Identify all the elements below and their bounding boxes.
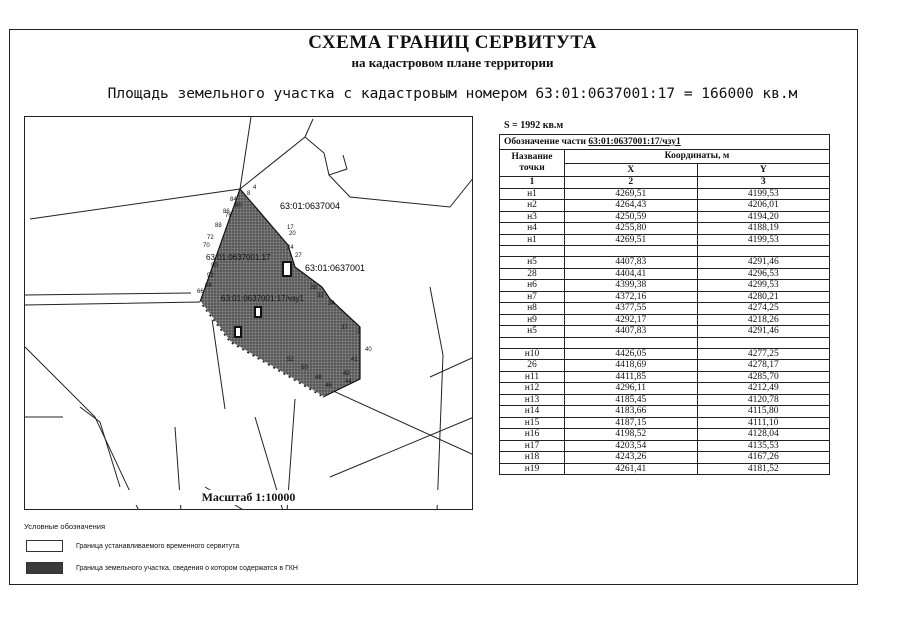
table-row (500, 188, 830, 200)
point-label: 76 (225, 213, 232, 219)
x-cell: 4185,45 (565, 394, 698, 406)
x-cell: 4243,26 (565, 452, 698, 464)
x-cell: 4418,69 (565, 360, 698, 372)
table-row (500, 348, 830, 360)
x-cell: 4404,41 (565, 268, 698, 280)
y-cell: 4115,80 (697, 406, 830, 418)
y-cell: 4278,17 (697, 360, 830, 372)
y-cell: 4135,53 (697, 440, 830, 452)
legend-label-parcel: Граница земельного участка, сведения о котором содержатся в ГКН (76, 565, 298, 572)
x-cell: 4264,43 (565, 200, 698, 212)
point-name-cell: н5 (500, 326, 565, 338)
point-name-cell: н10 (500, 348, 565, 360)
y-cell: 4120,78 (697, 394, 830, 406)
point-label: 27 (295, 253, 302, 259)
point-label: 52 (287, 357, 294, 363)
point-label: 48 (315, 375, 322, 381)
x-cell: 4411,85 (565, 371, 698, 383)
x-cell: 4407,83 (565, 257, 698, 269)
table-row (500, 326, 830, 338)
col-num-3: 3 (697, 177, 830, 189)
x-cell: 4399,38 (565, 280, 698, 292)
page-subtitle: на кадастровом плане территории (351, 55, 554, 70)
point-name-cell: н3 (500, 211, 565, 223)
point-label: 32 (317, 293, 324, 299)
point-label: 4 (253, 185, 257, 191)
table-caption: Обозначение части 63:01:0637001:17/чзу1 (500, 135, 830, 150)
table-row (500, 211, 830, 223)
y-cell: 4291,46 (697, 326, 830, 338)
point-name-cell: н11 (500, 371, 565, 383)
y-cell: 4167,26 (697, 452, 830, 464)
point-name-cell: н9 (500, 314, 565, 326)
y-cell: 4188,19 (697, 223, 830, 235)
point-name-cell: н4 (500, 223, 565, 235)
x-cell: 4255,80 (565, 223, 698, 235)
point-label: 90 (211, 263, 218, 269)
map-drawing (25, 117, 473, 510)
point-name-cell: 28 (500, 268, 565, 280)
point-label: 72 (207, 235, 214, 241)
parcel-area (200, 189, 360, 397)
point-label: 66 (197, 289, 204, 295)
col-coordinates: Координаты, м (565, 150, 830, 164)
point-label: 3 (357, 329, 361, 335)
x-cell: 4269,51 (565, 234, 698, 246)
table-row (500, 257, 830, 269)
x-cell: 4372,16 (565, 291, 698, 303)
x-cell: 4377,55 (565, 303, 698, 315)
point-name-cell: н14 (500, 406, 565, 418)
point-name-cell: н19 (500, 463, 565, 475)
x-cell: 4203,54 (565, 440, 698, 452)
y-cell: 4296,53 (697, 268, 830, 280)
page-title: СХЕМА ГРАНИЦ СЕРВИТУТА (308, 32, 597, 53)
point-name-cell: н17 (500, 440, 565, 452)
legend-title: Условные обозначения (24, 522, 106, 531)
point-label: 24 (287, 245, 294, 251)
y-cell: 4206,01 (697, 200, 830, 212)
y-cell: 4274,25 (697, 303, 830, 315)
table-row (500, 268, 830, 280)
point-name-cell: н18 (500, 452, 565, 464)
point-label: 50 (301, 365, 308, 371)
x-cell: 4292,17 (565, 314, 698, 326)
legend-label-servitude: Граница устанавливаемого временного сервитута (76, 543, 240, 550)
table-row (500, 383, 830, 395)
table-row (500, 234, 830, 246)
point-name-cell: н1 (500, 188, 565, 200)
point-name-cell: н15 (500, 417, 565, 429)
y-cell: 4199,53 (697, 234, 830, 246)
point-label: 8 (247, 191, 251, 197)
table-row (500, 303, 830, 315)
point-name-cell: н8 (500, 303, 565, 315)
point-label: 64 (205, 283, 212, 289)
point-label: 88 (215, 223, 222, 229)
point-label: 42 (343, 371, 350, 377)
point-name-cell: 26 (500, 360, 565, 372)
point-name-cell: н1 (500, 234, 565, 246)
point-label: 41 (351, 357, 358, 363)
point-label: 44 (345, 379, 352, 385)
table-row (500, 314, 830, 326)
point-label: 37 (341, 325, 348, 331)
label-parcel: 63:01:0637001:17 (206, 253, 271, 262)
label-servitude: 63:01:0637001:17/чзу1 (221, 294, 304, 303)
y-cell: 4280,21 (697, 291, 830, 303)
table-row (500, 440, 830, 452)
area-line: Площадь земельного участка с кадастровым номером 63:01:0637001:17 = 166000 кв.м (107, 86, 798, 102)
x-cell: 4407,83 (565, 326, 698, 338)
point-label: 92 (207, 273, 214, 279)
point-label: 70 (203, 243, 210, 249)
x-cell: 4426,05 (565, 348, 698, 360)
point-label: 46 (325, 383, 332, 389)
label-quarter-north: 63:01:0637004 (280, 201, 341, 211)
table-row (500, 429, 830, 441)
coordinates-table (499, 134, 830, 475)
col-num-1: 1 (500, 177, 565, 189)
y-cell: 4111,10 (697, 417, 830, 429)
table-row (500, 360, 830, 372)
table-row (500, 280, 830, 292)
point-label: 80 (235, 203, 242, 209)
y-cell: 4299,53 (697, 280, 830, 292)
x-cell: 4250,59 (565, 211, 698, 223)
table-row-separator (500, 337, 830, 348)
table-row (500, 394, 830, 406)
y-cell: 4194,20 (697, 211, 830, 223)
table-row (500, 452, 830, 464)
point-name-cell: н6 (500, 280, 565, 292)
point-label: 84 (230, 197, 237, 203)
col-num-2: 2 (565, 177, 698, 189)
point-label: 86 (223, 209, 230, 215)
point-name-cell: н2 (500, 200, 565, 212)
point-name-cell: н7 (500, 291, 565, 303)
point-name-cell: н12 (500, 383, 565, 395)
point-label: 34 (328, 301, 335, 307)
table-row (500, 417, 830, 429)
y-cell: 4218,26 (697, 314, 830, 326)
point-label: 20 (289, 231, 296, 237)
cadastral-map (24, 116, 473, 510)
col-y: Y (697, 163, 830, 177)
y-cell: 4285,70 (697, 371, 830, 383)
x-cell: 4198,52 (565, 429, 698, 441)
servitude-area: S = 1992 кв.м (504, 120, 564, 131)
table-row (500, 463, 830, 475)
y-cell: 4212,49 (697, 383, 830, 395)
table-row-separator (500, 246, 830, 257)
y-cell: 4128,04 (697, 429, 830, 441)
legend-swatch-servitude (26, 540, 63, 552)
table-row (500, 291, 830, 303)
legend-swatch-parcel (26, 562, 63, 574)
point-label: 28 (310, 285, 317, 291)
col-x: X (565, 163, 698, 177)
x-cell: 4261,41 (565, 463, 698, 475)
y-cell: 4181,52 (697, 463, 830, 475)
x-cell: 4183,66 (565, 406, 698, 418)
table-row (500, 223, 830, 235)
col-point-name: Название точки (500, 150, 565, 177)
y-cell: 4277,25 (697, 348, 830, 360)
table-row (500, 200, 830, 212)
point-name-cell: н13 (500, 394, 565, 406)
point-name-cell: н16 (500, 429, 565, 441)
table-row (500, 406, 830, 418)
table-row (500, 371, 830, 383)
point-label: 40 (365, 347, 372, 353)
y-cell: 4291,46 (697, 257, 830, 269)
x-cell: 4187,15 (565, 417, 698, 429)
point-name-cell: н5 (500, 257, 565, 269)
map-scale: Масштаб 1:10000 (25, 490, 472, 505)
x-cell: 4296,11 (565, 383, 698, 395)
x-cell: 4269,51 (565, 188, 698, 200)
point-label: 17 (287, 225, 294, 231)
label-quarter-east: 63:01:0637001 (305, 263, 366, 273)
y-cell: 4199,53 (697, 188, 830, 200)
